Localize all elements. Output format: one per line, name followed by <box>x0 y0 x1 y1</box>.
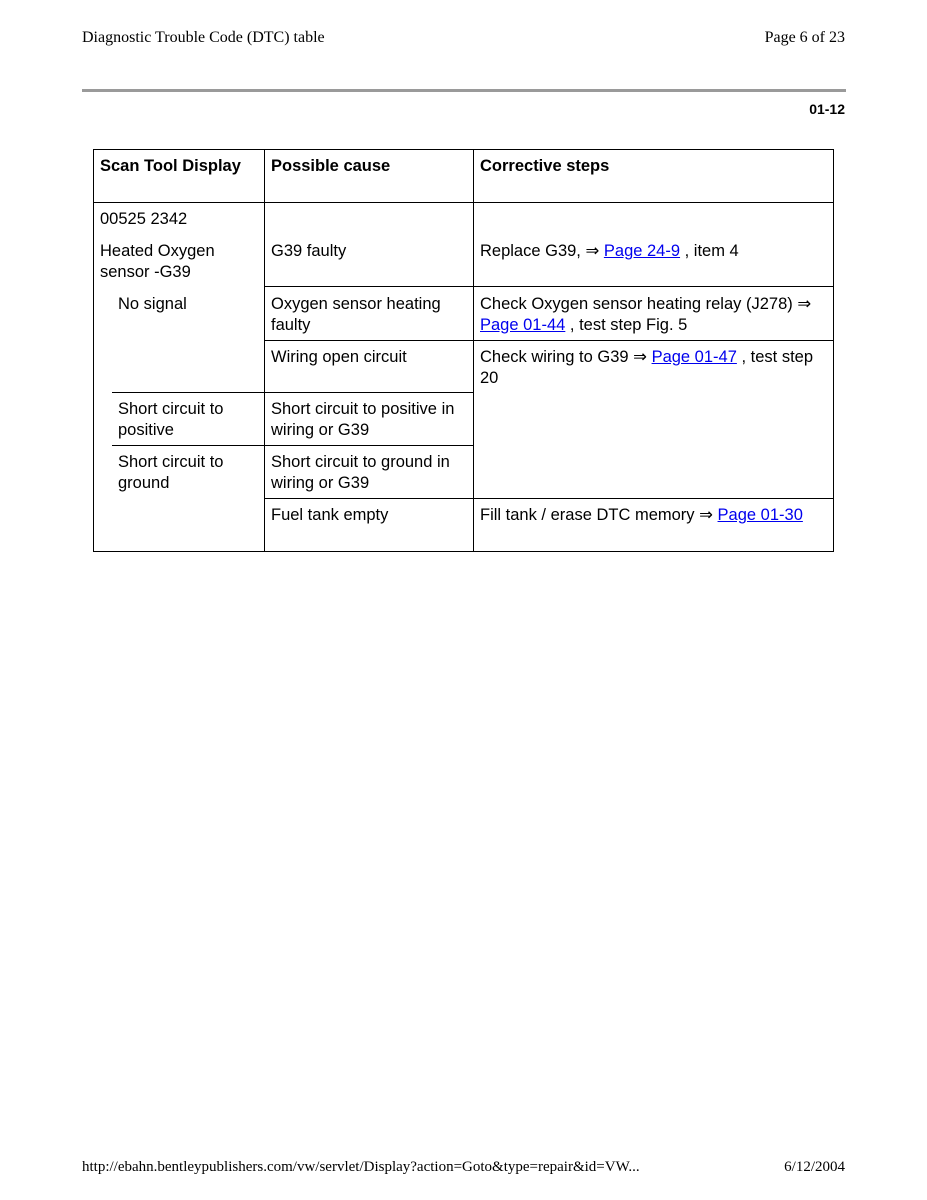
table-rule <box>112 392 474 393</box>
symptom-short-positive: Short circuit to positive <box>118 400 224 439</box>
step-fill-tank <box>480 505 820 526</box>
step-text: , test step Fig. 5 <box>565 315 688 334</box>
step-text: Check wiring to G39 ⇒ <box>480 348 652 366</box>
dtc-code: 00525 2342 <box>100 210 188 228</box>
table-rule <box>93 149 834 150</box>
step-text: , item 4 <box>680 242 739 260</box>
page-01-30-link[interactable]: Page 01-30 <box>717 506 803 524</box>
table-rule <box>265 340 834 341</box>
step-text: Fill tank / erase DTC memory ⇒ <box>480 506 718 524</box>
header-possible-cause: Possible cause <box>271 157 391 175</box>
step-text: Check Oxygen sensor heating relay (J278) ⇒ <box>480 295 812 313</box>
footer-url: http://ebahn.bentleypublishers.com/vw/servlet/Display?action=Goto&type=repair&id=VW... <box>82 1159 640 1175</box>
page-01-44-link[interactable]: Page 01-44 <box>480 315 566 334</box>
dtc-table <box>93 149 834 552</box>
section-page-code: 01-12 <box>809 101 845 117</box>
cause-short-ground-wiring: Short circuit to ground in wiring or G39 <box>271 453 450 492</box>
cause-short-positive-wiring: Short circuit to positive in wiring or G39 <box>271 400 455 439</box>
step-replace-g39 <box>480 241 830 262</box>
cause-wiring-open: Wiring open circuit <box>271 348 407 366</box>
header-corrective-steps: Corrective steps <box>480 157 610 175</box>
cause-heating-faulty: Oxygen sensor heating faulty <box>271 295 441 334</box>
page-01-47-link[interactable]: Page 01-47 <box>651 348 737 366</box>
cause-fuel-empty: Fuel tank empty <box>271 506 389 524</box>
footer-date: 6/12/2004 <box>784 1159 845 1175</box>
table-rule <box>93 202 834 203</box>
table-rule <box>265 286 834 287</box>
document-title: Diagnostic Trouble Code (DTC) table <box>82 29 325 46</box>
table-rule <box>93 551 834 552</box>
table-rule <box>264 149 265 552</box>
step-text: Replace G39, ⇒ <box>480 242 604 260</box>
symptom-short-ground: Short circuit to ground <box>118 453 224 492</box>
component-name: Heated Oxygen sensor -G39 <box>100 242 215 281</box>
table-rule <box>112 445 474 446</box>
header-scan-tool-display: Scan Tool Display <box>100 157 241 175</box>
page-number: Page 6 of 23 <box>764 29 845 46</box>
symptom-no-signal: No signal <box>118 295 187 313</box>
page-24-9-link[interactable]: Page 24-9 <box>603 242 681 260</box>
table-rule <box>93 149 94 552</box>
header-divider <box>82 89 846 92</box>
table-rule <box>265 498 834 499</box>
step-text: , test step 20 <box>480 348 814 387</box>
cause-g39-faulty: G39 faulty <box>271 242 347 260</box>
table-rule <box>833 149 834 552</box>
table-rule <box>473 149 474 552</box>
step-check-wiring <box>480 347 820 388</box>
step-check-heating-relay <box>480 294 830 335</box>
